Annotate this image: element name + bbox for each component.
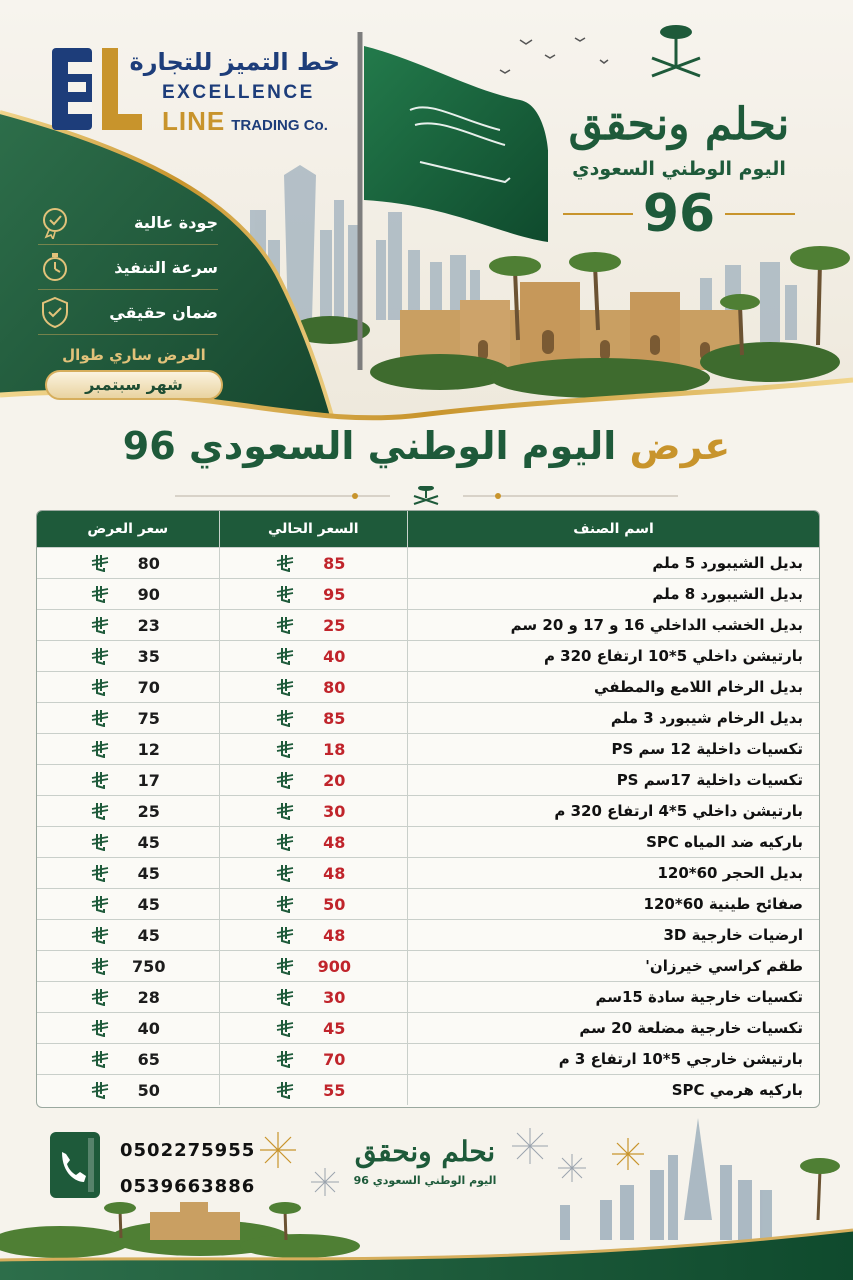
table-body: [37, 547, 819, 1105]
riyal-symbol-icon: [90, 864, 110, 882]
current-price: 900: [317, 956, 351, 976]
header-current-price: السعر الحالي: [219, 511, 409, 547]
riyal-symbol-icon: [275, 802, 295, 820]
offer-price: 45: [137, 894, 160, 914]
offer-price-cell: [37, 641, 219, 671]
riyal-symbol-icon: [275, 616, 295, 634]
current-price: 70: [323, 1049, 346, 1069]
feature-speed: [38, 245, 218, 290]
offer-price-cell: [37, 827, 219, 857]
offer-price: 90: [137, 584, 160, 604]
riyal-symbol-icon: [275, 647, 295, 665]
offer-price: 12: [137, 739, 160, 759]
item-name: ارضيات خارجية 3D: [663, 926, 803, 944]
riyal-symbol-icon: [90, 895, 110, 913]
current-price-cell: [219, 1075, 409, 1105]
item-name: بديل الشيبورد 8 ملم: [652, 585, 803, 603]
footer-slogan-main: نحلم ونحقق: [354, 1135, 496, 1168]
current-price-cell: [219, 548, 409, 578]
item-name: تكسيات خارجية سادة 15سم: [595, 988, 803, 1006]
quality-badge-icon: [38, 205, 72, 239]
current-price: 85: [323, 553, 346, 573]
current-price-cell: [219, 641, 409, 671]
riyal-symbol-icon: [275, 926, 295, 944]
current-price: 48: [323, 863, 346, 883]
riyal-symbol-icon: [90, 802, 110, 820]
riyal-symbol-icon: [275, 585, 295, 603]
riyal-symbol-icon: [90, 709, 110, 727]
riyal-symbol-icon: [90, 585, 110, 603]
national-day-slogan: [549, 98, 809, 244]
offer-price: 45: [137, 925, 160, 945]
riyal-symbol-icon: [275, 554, 295, 572]
item-name: بديل الشيبورد 5 ملم: [652, 554, 803, 572]
footer-slogan-sub: اليوم الوطني السعودي 96: [353, 1174, 497, 1187]
riyal-symbol-icon: [275, 678, 295, 696]
slogan-sub: اليوم الوطني السعودي: [572, 158, 786, 180]
item-name: بارتيشن داخلي 5*4 ارتفاع 320 م: [554, 802, 803, 820]
offer-period-line1: العرض ساري طوال: [62, 346, 206, 364]
riyal-symbol-icon: [90, 771, 110, 789]
phone-number-1[interactable]: 0502275955: [120, 1140, 256, 1161]
offer-price: 25: [137, 801, 160, 821]
current-price-cell: [219, 1044, 409, 1074]
stopwatch-icon: [38, 250, 72, 284]
riyal-symbol-icon: [275, 771, 295, 789]
offer-price: 75: [137, 708, 160, 728]
current-price-cell: [219, 796, 409, 826]
table-header: [37, 511, 819, 547]
item-name: تكسيات خارجية مضلعة 20 سم: [579, 1019, 803, 1037]
offer-price-cell: [37, 1013, 219, 1043]
riyal-symbol-icon: [90, 678, 110, 696]
current-price: 45: [323, 1018, 346, 1038]
riyal-symbol-icon: [90, 988, 110, 1006]
offer-price: 40: [137, 1018, 160, 1038]
title-rest: اليوم الوطني السعودي 96: [122, 424, 617, 468]
feature-label: سرعة التنفيذ: [114, 257, 218, 277]
riyal-symbol-icon: [275, 709, 295, 727]
current-price: 50: [323, 894, 346, 914]
table-row: [37, 1043, 819, 1074]
riyal-symbol-icon: [275, 864, 295, 882]
item-name: صفائح طينية 60*120: [643, 895, 803, 913]
feature-list: [38, 200, 218, 335]
riyal-symbol-icon: [275, 988, 295, 1006]
feature-warranty: [38, 290, 218, 335]
offer-price-cell: [37, 889, 219, 919]
brand-name-english-line2: [162, 106, 328, 137]
contact-block: [48, 1128, 308, 1208]
current-price: 25: [323, 615, 346, 635]
current-price: 95: [323, 584, 346, 604]
current-price-cell: [219, 982, 409, 1012]
offer-price-cell: [37, 982, 219, 1012]
offer-price: 45: [137, 832, 160, 852]
current-price: 48: [323, 832, 346, 852]
current-price-cell: [219, 889, 409, 919]
current-price-cell: [219, 858, 409, 888]
offer-price-cell: [37, 610, 219, 640]
current-price: 40: [323, 646, 346, 666]
brand-name-trading: TRADING Co.: [231, 117, 328, 134]
offer-price-cell: [37, 734, 219, 764]
current-price: 80: [323, 677, 346, 697]
page-title: [0, 424, 853, 468]
price-table: [36, 510, 820, 1108]
table-row: [37, 702, 819, 733]
table-row: [37, 888, 819, 919]
current-price-cell: [219, 920, 409, 950]
riyal-symbol-icon: [275, 1081, 295, 1099]
offer-price-cell: [37, 548, 219, 578]
slogan-number-row: [549, 184, 809, 244]
item-name: بديل الخشب الداخلي 16 و 17 و 20 سم: [510, 616, 803, 634]
riyal-symbol-icon: [90, 740, 110, 758]
offer-price-cell: [37, 672, 219, 702]
riyal-symbol-icon: [90, 926, 110, 944]
offer-price-cell: [37, 951, 219, 981]
riyal-symbol-icon: [90, 647, 110, 665]
riyal-symbol-icon: [90, 957, 110, 975]
current-price: 55: [323, 1080, 346, 1100]
table-row: [37, 795, 819, 826]
shield-check-icon: [38, 295, 72, 329]
brand-logo: [50, 40, 350, 140]
offer-price-cell: [37, 703, 219, 733]
item-name: تكسيات داخلية 12 سم PS: [611, 740, 803, 758]
offer-price-cell: [37, 1075, 219, 1105]
table-row: [37, 1012, 819, 1043]
table-row: [37, 857, 819, 888]
item-name: بديل الرخام اللامع والمطفي: [594, 678, 803, 696]
riyal-symbol-icon: [275, 895, 295, 913]
table-row: [37, 764, 819, 795]
offer-price-cell: [37, 796, 219, 826]
current-price: 48: [323, 925, 346, 945]
header-item-name: اسم الصنف: [573, 521, 654, 537]
item-name: طقم كراسي خيرزان': [645, 957, 803, 975]
offer-price: 750: [132, 956, 166, 976]
offer-price-cell: [37, 1044, 219, 1074]
riyal-symbol-icon: [275, 740, 295, 758]
item-name: باركيه ضد المياه SPC: [646, 833, 803, 851]
offer-price-cell: [37, 765, 219, 795]
phone-book-icon: [48, 1130, 104, 1202]
table-row: [37, 826, 819, 857]
item-name: بارتيشن خارجي 5*10 ارتفاع 3 م: [558, 1050, 803, 1068]
brand-name-line-word: LINE: [162, 106, 226, 136]
item-name: بديل الرخام شيبورد 3 ملم: [610, 709, 803, 727]
table-row: [37, 1074, 819, 1105]
offer-price-cell: [37, 920, 219, 950]
current-price-cell: [219, 765, 409, 795]
header-offer-price: سعر العرض: [87, 521, 169, 537]
item-name: تكسيات داخلية 17سم PS: [616, 771, 803, 789]
item-name: بديل الحجر 60*120: [657, 864, 803, 882]
riyal-symbol-icon: [90, 554, 110, 572]
table-row: [37, 547, 819, 578]
riyal-symbol-icon: [90, 616, 110, 634]
current-price: 30: [323, 987, 346, 1007]
current-price-cell: [219, 579, 409, 609]
riyal-symbol-icon: [275, 957, 295, 975]
current-price-cell: [219, 610, 409, 640]
current-price-cell: [219, 703, 409, 733]
current-price-cell: [219, 734, 409, 764]
riyal-symbol-icon: [275, 1019, 295, 1037]
current-price: 18: [323, 739, 346, 759]
offer-price: 28: [137, 987, 160, 1007]
offer-period: [45, 346, 223, 400]
riyal-symbol-icon: [275, 1050, 295, 1068]
offer-period-pill: شهر سبتمبر: [45, 370, 223, 400]
table-row: [37, 733, 819, 764]
item-name: باركيه هرمي SPC: [671, 1081, 803, 1099]
current-price: 30: [323, 801, 346, 821]
offer-price: 70: [137, 677, 160, 697]
table-row: [37, 950, 819, 981]
title-prefix: عرض: [629, 424, 731, 468]
table-row: [37, 919, 819, 950]
feature-label: ضمان حقيقي: [109, 302, 218, 322]
table-row: [37, 640, 819, 671]
gold-divider: [725, 213, 795, 215]
table-row: [37, 671, 819, 702]
offer-price: 35: [137, 646, 160, 666]
table-row: [37, 609, 819, 640]
brand-name-english-line1: EXCELLENCE: [162, 82, 315, 103]
riyal-symbol-icon: [275, 833, 295, 851]
current-price-cell: [219, 951, 409, 981]
offer-price: 23: [137, 615, 160, 635]
offer-price: 50: [137, 1080, 160, 1100]
riyal-symbol-icon: [90, 1019, 110, 1037]
offer-price: 17: [137, 770, 160, 790]
offer-price: 80: [137, 553, 160, 573]
item-name: بارتيشن داخلي 5*10 ارتفاع 320 م: [543, 647, 803, 665]
current-price-cell: [219, 672, 409, 702]
brand-name-arabic: خط التميز للتجارة: [129, 48, 340, 76]
offer-price: 45: [137, 863, 160, 883]
footer-slogan-logo: [340, 1134, 510, 1187]
current-price-cell: [219, 1013, 409, 1043]
table-row: [37, 981, 819, 1012]
offer-price-cell: [37, 579, 219, 609]
feature-quality: [38, 200, 218, 245]
ornament-divider: [175, 486, 678, 506]
slogan-number: 96: [642, 184, 716, 244]
offer-price: 65: [137, 1049, 160, 1069]
phone-number-2[interactable]: 0539663886: [120, 1176, 256, 1197]
offer-price-cell: [37, 858, 219, 888]
current-price: 85: [323, 708, 346, 728]
riyal-symbol-icon: [90, 1081, 110, 1099]
gold-divider: [563, 213, 633, 215]
table-row: [37, 578, 819, 609]
current-price-cell: [219, 827, 409, 857]
riyal-symbol-icon: [90, 1050, 110, 1068]
riyal-symbol-icon: [90, 833, 110, 851]
current-price: 20: [323, 770, 346, 790]
slogan-main: نحلم ونحقق: [568, 99, 790, 150]
feature-label: جودة عالية: [134, 212, 218, 232]
